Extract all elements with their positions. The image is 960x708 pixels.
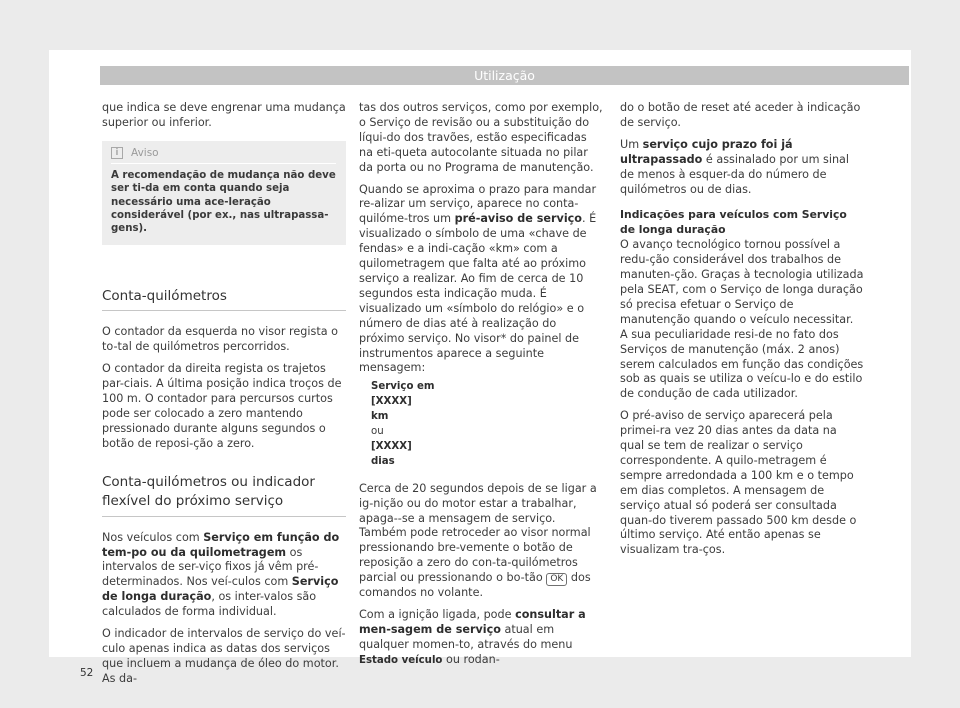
text-run: os intervalos de ser-viço fixos já vêm pré-determinados. Nos veí-culos com (102, 545, 319, 589)
page-number: 52 (80, 667, 94, 679)
aviso-label: Aviso (131, 146, 159, 159)
message-line: dias (371, 455, 395, 467)
message-line: Serviço em (371, 381, 435, 393)
service-paragraph-2: O indicador de intervalos de serviço do veí-culo apenas indica as datas dos serviços que incluem a mudança de óleo do motor. As da- (102, 627, 346, 685)
text-run: Nos veículos com (102, 530, 204, 544)
aviso-text: A recomendação de mudança não deve ser ti-da em conta quando seja necessário uma ace-leração considerável (por ex., nas ultrapassa-gens). (111, 169, 336, 235)
odometer-paragraph-2: O contador da direita regista os trajetos par-ciais. A última posição indica troços de 100 m. O contador para percursos curtos pode ser colocado a zero mantendo pressionado durante alguns segundos o botão de reposi-ção a zero. (102, 362, 342, 450)
manual-page (49, 50, 911, 685)
text-run: ou rodan- (442, 652, 500, 666)
info-icon: i (111, 147, 123, 159)
odometer-paragraph-1: O contador da esquerda no visor regista o to-tal de quilómetros percorridos. (102, 325, 338, 354)
column-right (620, 101, 864, 565)
chapter-header: Utilização (100, 66, 909, 85)
pre-warning-timing-paragraph: O pré-aviso de serviço aparecerá pela primei-ra vez 20 dias antes da data na qual se tem de realizar o serviço correspondente. A quilo-metragem é sempre arredondada a 100 km e o tempo em dias completos. A mensagem de serviço atual só poderá ser consultada quan-do tiverem passado 500 km desde o último serviço. Até então apenas se visualizam tra-ços. (620, 409, 857, 557)
display-message (371, 380, 603, 469)
column-left (102, 101, 346, 694)
bold-term: Serviço em função do tem-po ou da quilometragem (102, 530, 340, 559)
aviso-box (102, 141, 346, 245)
pre-warning-paragraph (359, 183, 603, 377)
message-line: km (371, 411, 389, 423)
consult-message-paragraph (359, 608, 603, 669)
reset-paragraph: do o botão de reset até aceder à indicação de serviço. (620, 101, 861, 129)
overdue-paragraph (620, 138, 864, 198)
message-off-paragraph (359, 482, 603, 601)
message-line: [XXXX] (371, 440, 412, 452)
aviso-header (111, 147, 336, 164)
intro-paragraph: que indica se deve engrenar uma mudança superior ou inferior. (102, 101, 346, 129)
text-run: atual em qualquer momen-to, através do menu (359, 623, 573, 651)
text-run: , os inter-valos são calculados de forma individual. (102, 590, 317, 619)
bold-term: serviço cujo prazo foi já ultrapassado (620, 137, 793, 166)
text-run: Um (620, 137, 643, 151)
message-line: [XXXX] (371, 396, 412, 408)
section-title-service-indicator: Conta-quilómetros ou indicador flexível do próximo serviço (102, 473, 346, 517)
text-run: Com a ignição ligada, pode (359, 608, 516, 622)
column-middle (359, 101, 603, 676)
services-paragraph: tas dos outros serviços, como por exemplo, o Serviço de revisão ou a substituição do líqui-do dos travões, estão especificadas na eti-queta autocolante situada no pilar da porta ou no Programa de manutenção. (359, 101, 603, 174)
ok-button-icon: OK (546, 573, 567, 586)
bold-term: consultar a men-sagem de serviço (359, 608, 586, 636)
long-life-paragraph: O avanço tecnológico tornou possível a redu-ção considerável dos trabalhos de manuten-ção. Graças à tecnologia utilizada pela SEAT, com o Serviço de longa duração só precisa efetuar o Serviço de manutenção quando o veículo necessitar. A sua peculiaridade resi-de no fato dos Serviços de manutenção (máx. 2 anos) serem calculados em função das condições sob as quais se utiliza o veícu-lo e do estilo de condução de cada utilizador. (620, 238, 864, 401)
text-run: dos comandos no volante. (359, 571, 591, 600)
bold-term: Serviço de longa duração (102, 575, 339, 604)
service-paragraph-1 (102, 531, 346, 620)
text-run: . É visualizado o símbolo de uma «chave de fendas» e a indi-cação «km» com a quilometragem que falta até ao próximo serviço a realizar. Ao fim de cerca de 10 segundos esta indicação muda. É visualizado um «símbolo do relógio» e o número de dias até à realização do próximo serviço. No visor* do painel de instrumentos aparece a seguinte mensagem: (359, 212, 597, 375)
section-title-conta-quilometros: Conta-quilómetros (102, 287, 346, 312)
bold-term: pré-aviso de serviço (454, 212, 582, 226)
subheading-long-life-service: Indicações para veículos com Serviço de longa duração (620, 208, 847, 237)
text-run: é assinalado por um sinal de menos à esquer-da do número de quilómetros ou de dias. (620, 152, 850, 196)
text-run: Quando se aproxima o prazo para mandar re-alizar um serviço, aparece no conta-quilóme-tros um (359, 182, 597, 226)
menu-name: Estado veículo (359, 654, 443, 666)
message-line: ou (371, 426, 384, 438)
text-run: Cerca de 20 segundos depois de se ligar a ig-nição ou do motor estar a trabalhar, apaga--se a mensagem de serviço. Também pode retroceder ao visor normal pressionando bre-vemente o botão de reposição a zero do con-ta-quilómetros parcial ou pressionando o bo-tão (359, 481, 597, 585)
